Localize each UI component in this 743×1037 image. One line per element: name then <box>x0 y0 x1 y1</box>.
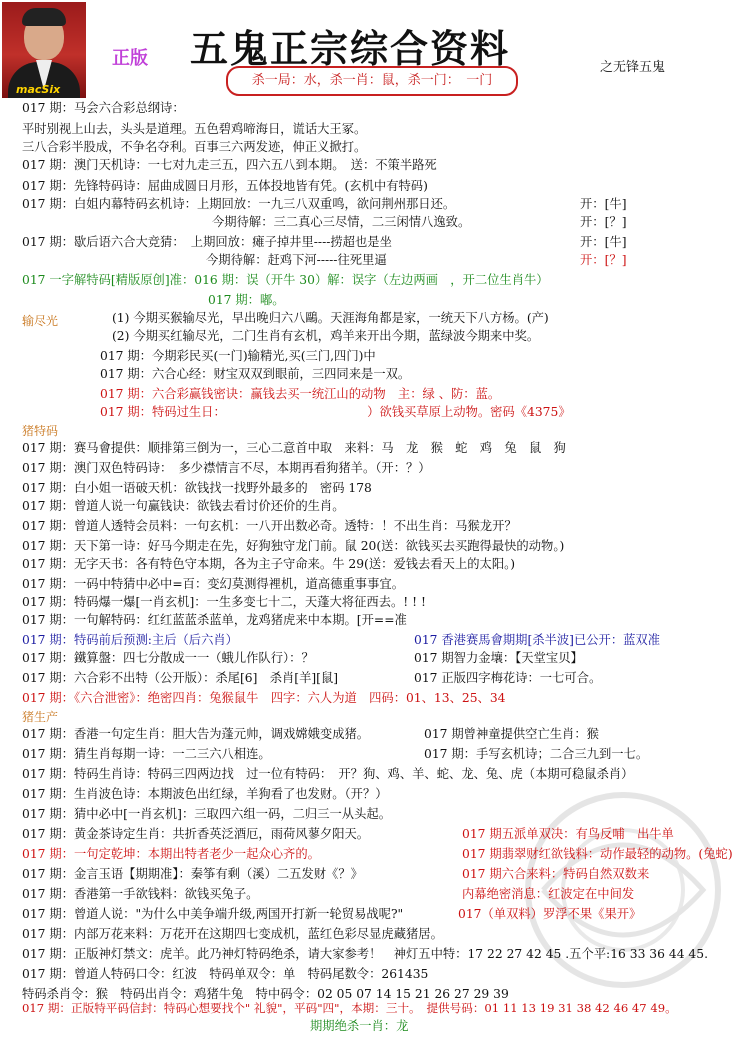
section-label: 猪生产 <box>22 710 59 724</box>
result-tag: 开：[牛] <box>580 197 627 211</box>
text-line: 017 期：曾道人说："为什么中美争端升级,两国开打新一轮贸易战呢?" <box>22 907 404 921</box>
text-line: 017 期：香港一句定生肖：胆大告为蓬元帅，调戏嫦娥变成猪。 <box>22 727 370 741</box>
text-line: 特码杀肖令：猴 特码出肖令：鸡猪牛兔 特中码令：02 05 07 14 15 21 26 27 29 39 <box>22 987 509 1001</box>
text-line: 017 期：赛马會提供：顺排第三倒为一，三心二意首中取 来料：马 龙 猴 蛇 鸡 兔 鼠 狗 <box>22 441 566 455</box>
text-line: 017 期：六合彩赢钱密诀：赢钱去买一统江山的动物 主：绿 、防：蓝。 <box>100 387 501 401</box>
text-line: 017 一字解特码[精版原创]准：016 期：误（开牛 30）解：误字（左边两画 ，开二位生肖牛） <box>22 273 549 287</box>
text-line: 017 期：澳门天机诗：一七对九走三五，四六五八到本期。 送：不策半路死 <box>22 158 437 172</box>
text-line: 017 期：一码中特猜中必中=百：变幻莫测得裡机，道高德重事事宜。 <box>22 577 404 591</box>
text-line: 017 香港赛馬會期期[杀半波]已公开：蓝双准 <box>414 633 661 647</box>
text-line: 017 期：生肖波色诗：本期波色出红绿，羊狗看了也发财。（开？） <box>22 787 388 801</box>
text-line: 017 期：鐵算盤：四七分散成一一（蛾儿作队行）：？ <box>22 651 314 665</box>
text-line: 017 期：马会六合彩总纲诗： <box>22 101 185 115</box>
text-line: 017 期：澳门双色特码诗： 多少襟情言不尽，本期再看狗猪羊。（开：？） <box>22 461 431 475</box>
text-line: 017 期：《六合泄密》：绝密四肖：兔猴鼠牛 四字：六人为道 四码：01、13、25、34 <box>22 691 506 705</box>
text-line: 017 期：黄金茶诗定生肖：共折香英泛酒厄，雨荷风蓼夕阳天。 <box>22 827 370 841</box>
text-line: 017 期：歇后语六合大竞猜： 上期回放：瘫子掉井里----捞超也是坐 <box>22 235 392 249</box>
genuine-label: 正版 <box>112 48 148 69</box>
photo-tag: macSix <box>16 83 61 96</box>
text-line: 017 期：天下第一诗：好马今期走在先，好狗独守龙门前。鼠 20(送：欲钱买去买跑得最快的动物。) <box>22 539 565 553</box>
text-line: 017 期：曾道人透特会员料：一句玄机：一八开出数必奇。透特：！不出生肖：马猴龙开？ <box>22 519 517 533</box>
page-title: 五鬼正宗综合资料 <box>190 26 511 71</box>
text-line: 017 期：内部万花来料：万花开在这期四七变成机，蓝红色彩尽显虎藏猪居。 <box>22 927 443 941</box>
result-tag: 开：[？] <box>580 253 627 267</box>
text-line: 017 期：香港第一手欲钱料：欲钱买兔子。 <box>22 887 259 901</box>
text-line: 017（单双料）罗浮不果《果开》 <box>458 907 642 921</box>
text-line: 017 期智力金壤：【天堂宝贝】 <box>414 651 583 665</box>
text-line: 017 期：特码爆一爆[一肖玄机]：一生多变七十二，天蓬大将征西去。! ! ! <box>22 595 426 609</box>
text-line: 017 期：特码过生日： ）欲钱买草原上动物。密码《4375》 <box>100 405 571 419</box>
text-line: 017 正版四字梅花诗：一七可合。 <box>414 671 602 685</box>
text-line: 017 期：曾道人说一句赢钱诀：欲钱去看讨价还价的生肖。 <box>22 499 345 513</box>
text-line: 017 期：六合心经：财宝双双到眼前，三四同来是一双。 <box>100 367 411 381</box>
text-line: 017 期：一句定乾坤：本期出特者老少一起众心齐的。 <box>22 847 320 861</box>
text-line: 017 期：金言玉语【期期准】：秦筝有剩（溪）二五发财《？》 <box>22 867 363 881</box>
text-line: 017 期：猜生肖每期一诗：一二三六八相连。 <box>22 747 271 761</box>
text-line: 017 期六合来料：特码自然双数来 <box>462 867 650 881</box>
text-line: 017 期：正版神灯禁文：虎羊。此乃神灯特码绝杀，请大家参考！ 神灯五中特：17 22 27 42 45 .五个平:16 33 36 44 45. <box>22 947 708 961</box>
text-line: 今期待解：赶鸡下河-----往死里逼 <box>206 253 387 267</box>
text-line: 017 期：一句解特码：红红蓝蓝杀蓝单，龙鸡猪虎来中本期。[开==准 <box>22 613 407 627</box>
text-line: 今期待解：三二真心三尽情，二三闲情八逸致。 <box>212 215 471 229</box>
text-line: 平时别视上山去，头头是道理。五色碧鸡啼海日，谎话大王冢。 <box>22 122 367 136</box>
text-line: 内幕绝密消息：红波定在中间发 <box>462 887 635 901</box>
text-line: 017 期：嘟。 <box>208 293 285 307</box>
text-line: 017 期：正版特平码信封：特码心想要找个" 礼貌"，平码"四"，本期：三十。 提供号码：01 11 13 19 31 38 42 46 47 49。 <box>22 1001 677 1015</box>
text-line: (1) 今期买猴输尽光，早出晚归六八鷗。天涯海角都是家，一统天下八方杨。(产) <box>112 311 549 325</box>
text-line: 017 期：曾道人特码口令：红波 特码单双令：单 特码尾数令：261435 <box>22 967 429 981</box>
text-line: 017 期：六合彩不出特（公开版）：杀尾[6] 杀肖[羊][鼠] <box>22 671 339 685</box>
text-line: 017 期：特码生肖诗：特码三四两边找 过一位有特码： 开？狗、鸡、羊、蛇、龙、兔、虎（本期可稳鼠杀肖） <box>22 767 634 781</box>
text-line: 017 期：手写玄机诗；二合三九到一七。 <box>424 747 649 761</box>
text-line: 017 期五派单双决：有鸟反哺 出牛单 <box>462 827 674 841</box>
text-line: 017 期：猜中必中[一肖玄机]：三取四六组一码，二归三一从头起。 <box>22 807 391 821</box>
section-label: 猪特码 <box>22 424 59 438</box>
text-line: 017 期：今期彩民买(一门)输精光,买(三门,四门)中 <box>100 349 376 363</box>
kill-line-badge: 杀一局：水，杀一肖：鼠，杀一门： 一门 <box>226 66 518 96</box>
text-line: 期期绝杀一肖：龙 <box>310 1019 409 1033</box>
result-tag: 开：[牛] <box>580 235 627 249</box>
text-line: 017 期：特码前后预测:主后（后六肖） <box>22 633 238 647</box>
text-line: 017 期曾神童提供空亡生肖：猴 <box>424 727 599 741</box>
result-tag: 开：[？] <box>580 215 627 229</box>
text-line: 017 期翡翠财红欲钱料：动作最轻的动物。(兔蛇) <box>462 847 733 861</box>
portrait-photo <box>2 2 86 98</box>
text-line: 三八合彩半股成，不争名夺利。百事三六两发迹，伸正义掀打。 <box>22 140 367 154</box>
section-label: 输尽光 <box>22 314 59 328</box>
text-line: 017 期：先锋特码诗：屈曲成圆日月形，五体投地皆有凭。(玄机中有特码) <box>22 179 428 193</box>
text-line: 017 期：白小姐一语破天机：欲钱找一找野外最多的 密码 178 <box>22 481 372 495</box>
text-line: 017 期：无字天书：各有特色守本期，各为主子守命来。牛 29(送：爱钱去看天上的太阳。) <box>22 557 516 571</box>
text-line: 017 期：白姐内幕特码玄机诗：上期回放：一九三八双重鸣，欲问荆州那日还。 <box>22 197 456 211</box>
text-line: (2) 今期买红输尽光，二门生肖有玄机，鸡羊来开出今期，蓝绿波今期来中奖。 <box>112 329 540 343</box>
author-label: 之无锋五鬼 <box>600 60 666 75</box>
